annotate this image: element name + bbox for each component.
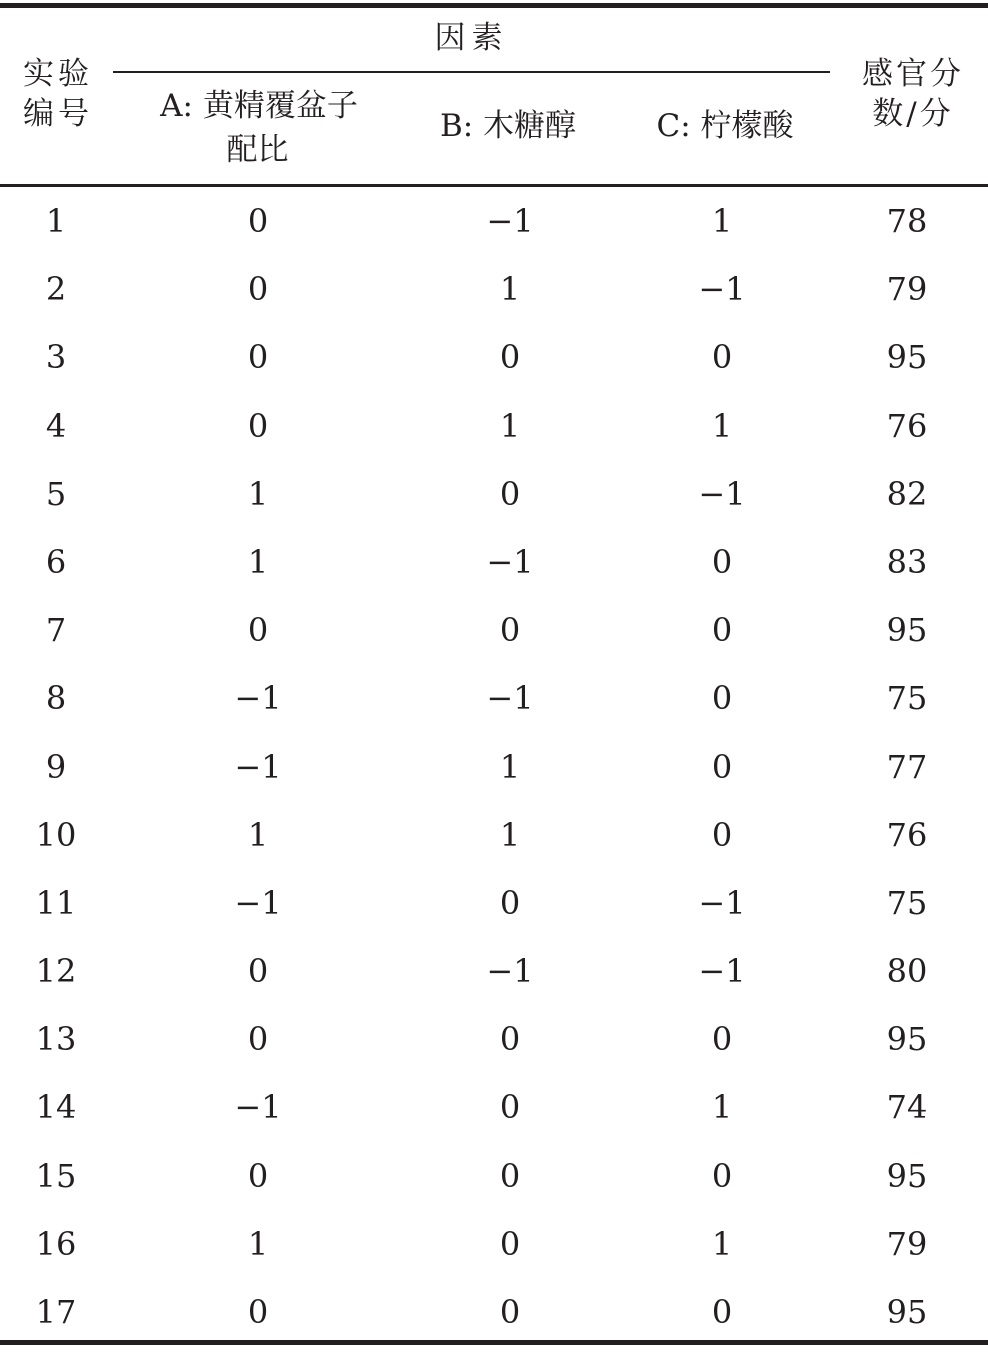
sensory-score-cell: 95 [886, 1156, 928, 1195]
sensory-score-cell: 95 [886, 1020, 928, 1059]
sensory-score-cell: 80 [886, 952, 928, 991]
factor-c-cell: 0 [711, 1020, 733, 1059]
experiment-id-cell: 17 [35, 1293, 77, 1331]
factor-a-cell: −1 [234, 747, 282, 786]
experiment-id-cell: 15 [35, 1156, 77, 1195]
experiment-id-cell: 6 [45, 542, 67, 581]
factor-b-header: B: 木糖醇 [439, 108, 577, 144]
table-row [0, 1210, 988, 1278]
table-row [0, 528, 988, 596]
factor-b-cell: 1 [499, 815, 521, 854]
sensory-score-cell: 79 [886, 1224, 928, 1263]
factor-a-header-line2: 配比 [226, 132, 289, 168]
table-row [0, 1005, 988, 1073]
factor-a-cell: −1 [234, 1088, 282, 1127]
factor-c-cell: 1 [711, 406, 733, 445]
factor-c-cell: 0 [711, 1293, 733, 1331]
sensory-score-cell: 95 [886, 338, 928, 377]
table-row [0, 323, 988, 391]
factor-c-cell: 0 [711, 542, 733, 581]
experiment-id-cell: 4 [45, 406, 67, 445]
table-row [0, 187, 988, 255]
sensory-score-cell: 76 [886, 406, 928, 445]
experiment-id-cell: 13 [35, 1020, 77, 1059]
sensory-score-header: 感官分 数/分 [862, 56, 964, 132]
factor-a-cell: −1 [234, 679, 282, 718]
experiment-id-cell: 12 [35, 952, 77, 991]
factor-b-cell: 1 [499, 270, 521, 309]
factor-a-cell: 0 [247, 338, 269, 377]
sensory-score-cell: 95 [886, 611, 928, 650]
factor-b-cell: 0 [499, 883, 521, 922]
sensory-score-cell: 95 [886, 1293, 928, 1331]
table-top-rule [0, 3, 988, 8]
experiment-id-cell: 5 [45, 474, 67, 513]
table-row [0, 937, 988, 1005]
sensory-score-cell: 83 [886, 542, 928, 581]
experiment-id-cell: 10 [35, 815, 77, 854]
factor-c-cell: −1 [698, 952, 746, 991]
factor-a-cell: 0 [247, 406, 269, 445]
factor-a-cell: 1 [247, 1224, 269, 1263]
factor-c-cell: 0 [711, 1156, 733, 1195]
factor-c-cell: 0 [711, 611, 733, 650]
table-row [0, 596, 988, 664]
table-row [0, 460, 988, 528]
experiment-id-cell: 14 [35, 1088, 77, 1127]
sensory-score-cell: 79 [886, 270, 928, 309]
sensory-score-cell: 75 [886, 679, 928, 718]
factor-c-cell: 0 [711, 679, 733, 718]
experiment-id-header: 实验 编号 [23, 56, 93, 132]
factor-c-cell: −1 [698, 474, 746, 513]
factor-a-cell: 0 [247, 1156, 269, 1195]
sensory-score-cell: 76 [886, 815, 928, 854]
table-row [0, 869, 988, 937]
factor-b-cell: −1 [486, 952, 534, 991]
table-row [0, 801, 988, 869]
experiment-id-cell: 16 [35, 1224, 77, 1263]
table-row [0, 1142, 988, 1210]
factor-c-cell: 1 [711, 1088, 733, 1127]
factor-b-cell: −1 [486, 679, 534, 718]
factor-b-cell: 0 [499, 1156, 521, 1195]
factor-group-header: 因素 [434, 20, 509, 56]
factor-a-cell: 0 [247, 270, 269, 309]
factor-a-cell: −1 [234, 883, 282, 922]
factor-b-cell: 1 [499, 747, 521, 786]
experiment-id-cell: 11 [35, 883, 77, 922]
factor-b-cell: −1 [486, 542, 534, 581]
factor-b-cell: 0 [499, 611, 521, 650]
experiment-id-cell: 3 [45, 338, 67, 377]
sensory-score-cell: 75 [886, 883, 928, 922]
factor-a-cell: 0 [247, 952, 269, 991]
factor-c-header: C: 柠檬酸 [656, 108, 794, 144]
factor-b-cell: 0 [499, 1224, 521, 1263]
factor-b-cell: −1 [486, 202, 534, 240]
table-row [0, 255, 988, 323]
factor-c-cell: 1 [711, 202, 733, 240]
sensory-score-cell: 82 [886, 474, 928, 513]
experiment-id-cell: 8 [45, 679, 67, 718]
factor-c-cell: −1 [698, 270, 746, 309]
factor-c-cell: 0 [711, 815, 733, 854]
sensory-score-cell: 78 [886, 202, 928, 240]
factor-a-cell: 0 [247, 611, 269, 650]
experiment-id-cell: 1 [45, 202, 67, 240]
table-row [0, 664, 988, 732]
factor-a-cell: 1 [247, 474, 269, 513]
table-body [0, 187, 988, 1346]
sensory-score-cell: 77 [886, 747, 928, 786]
factor-b-cell: 1 [499, 406, 521, 445]
factor-b-cell: 0 [499, 1293, 521, 1331]
factor-a-cell: 0 [247, 1020, 269, 1059]
experiment-id-cell: 9 [45, 747, 67, 786]
table-row [0, 1278, 988, 1346]
table-row [0, 733, 988, 801]
factor-c-cell: 0 [711, 338, 733, 377]
factor-a-header: A: 黄精覆盆子 [160, 88, 358, 124]
factor-b-cell: 0 [499, 1020, 521, 1059]
factor-a-cell: 0 [247, 202, 269, 240]
factor-c-cell: −1 [698, 883, 746, 922]
experiment-id-cell: 7 [45, 611, 67, 650]
table-row [0, 392, 988, 460]
factor-c-cell: 0 [711, 747, 733, 786]
factor-b-cell: 0 [499, 1088, 521, 1127]
table-row [0, 1073, 988, 1141]
factor-c-cell: 1 [711, 1224, 733, 1263]
factor-a-cell: 1 [247, 542, 269, 581]
factor-group-rule [113, 71, 830, 73]
factor-b-cell: 0 [499, 474, 521, 513]
factor-a-cell: 1 [247, 815, 269, 854]
factor-a-cell: 0 [247, 1293, 269, 1331]
factor-b-cell: 0 [499, 338, 521, 377]
sensory-score-cell: 74 [886, 1088, 928, 1127]
experiment-id-cell: 2 [45, 270, 67, 309]
